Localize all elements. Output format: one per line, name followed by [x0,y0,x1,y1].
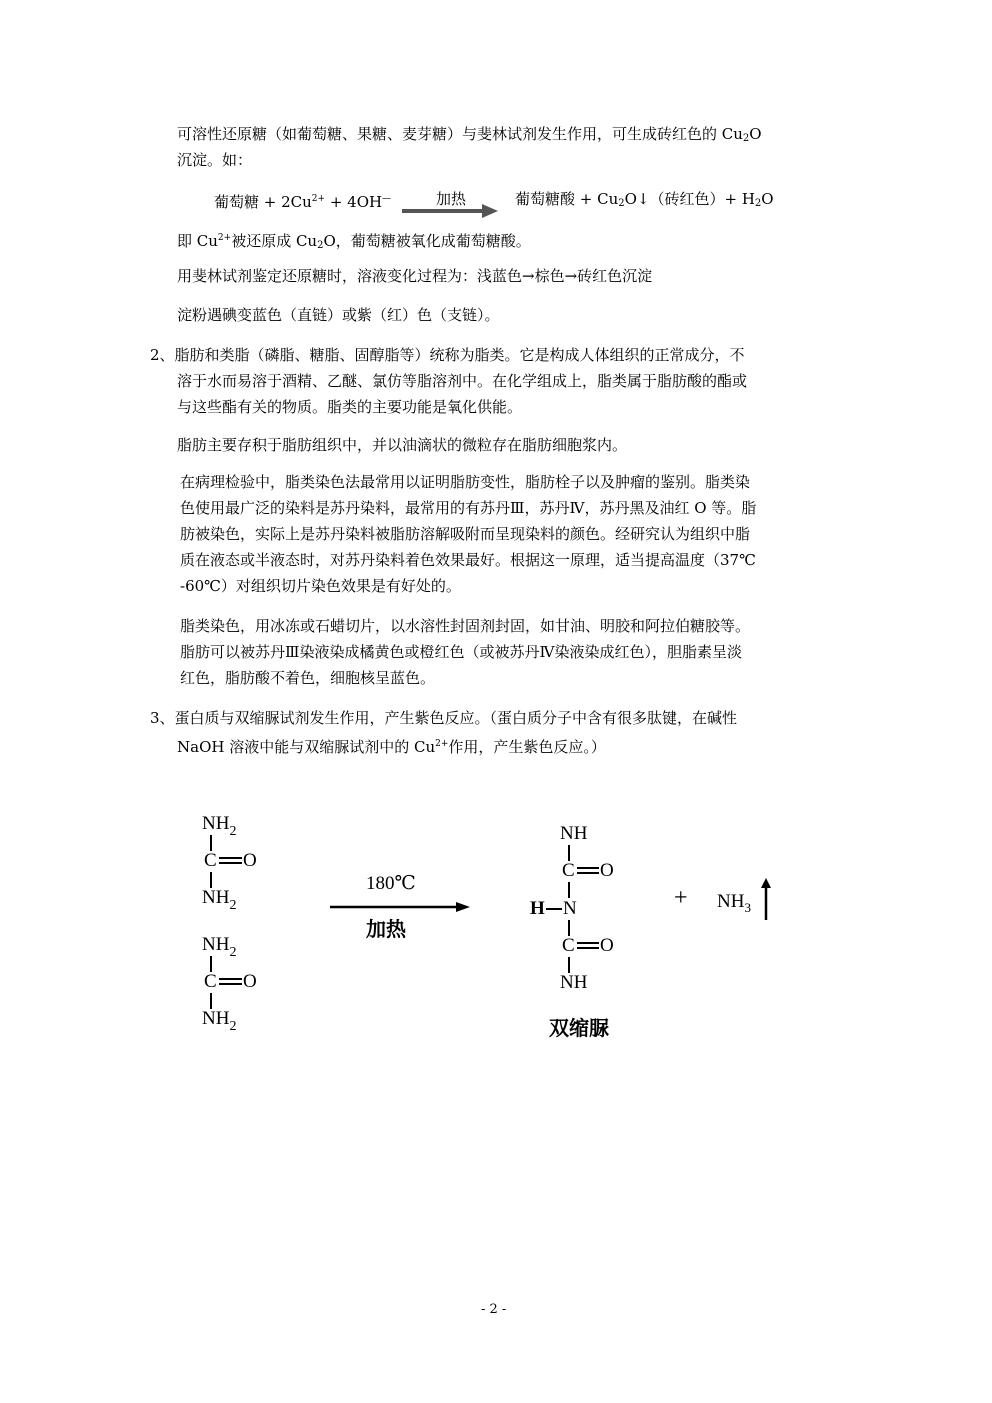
para-cu-reduction [177,225,531,259]
text: NH [717,891,745,912]
biuret-label: 双缩脲 [549,1016,609,1040]
bond-line [219,857,242,859]
subscript: 2 [229,945,237,960]
urea1-nh2-top [202,813,236,843]
para-starch-iodine: 淀粉遇碘变蓝色（直链）或紫（红）色（支链）。 [177,306,500,324]
para-fat-storage: 脂肪主要存积于脂肪组织中，并以油滴状的微粒存在脂肪细胞浆内。 [177,436,628,454]
superscript: 2+ [217,233,232,243]
bond-line [577,942,599,944]
text: 被还原成 Cu [231,232,318,250]
reaction-heat-label: 加热 [366,917,406,941]
para-reducing-sugar-line2: 沉淀。如： [177,151,253,169]
reaction-arrow-icon [402,203,498,219]
para-stain-line1: 在病理检验中，脂类染色法最常用以证明脂肪变性，脂肪栓子以及肿瘤的鉴别。脂类染 [180,473,751,491]
para-section-line3: 红色，脂肪酸不着色，细胞核呈蓝色。 [180,669,436,687]
urea1-carbon: C [204,850,217,871]
biuret-nh-bottom: NH [560,972,588,993]
subscript: 2 [742,133,750,144]
reaction-temperature: 180℃ [366,873,416,894]
bond-line [210,835,212,851]
subscript: 3 [744,900,751,915]
urea2-nh2-bottom [202,1008,236,1038]
bond-line [546,908,562,910]
equation-condition: 加热 [436,190,467,208]
biuret-nitrogen: N [563,898,577,919]
gas-up-arrow-icon [760,878,772,920]
para-stain-line4: 质在液态或半液态时，对苏丹染料着色效果最好。根据这一原理，适当提高温度（37℃ [180,551,756,569]
equation-right [515,186,774,217]
para-lipids-line2: 溶于水而易溶于酒精、乙醚、氯仿等脂溶剂中。在化学组成上，脂类属于脂肪酸的酯或 [177,372,748,390]
superscript: 2+ [311,194,326,204]
para-biuret-line1: 3、蛋白质与双缩脲试剂发生作用，产生紫色反应。（蛋白质分子中含有很多肽键，在碱性 [150,709,738,727]
subscript: 2 [229,824,237,839]
urea2-nh2-top [202,934,236,964]
para-fehling-color-change: 用斐林试剂鉴定还原糖时，溶液变化过程为：浅蓝色→棕色→砖红色沉淀 [177,267,653,285]
biuret-oxygen-top: O [600,860,614,881]
plus-sign: + [674,885,688,911]
superscript: — [382,194,392,204]
text: NH [202,887,230,908]
subscript: 2 [229,898,237,913]
urea1-nh2-bottom [202,887,236,917]
bond-line [219,862,242,864]
biuret-nh-top: NH [560,823,588,844]
para-stain-line5: -60℃）对组织切片染色效果是有好处的。 [180,577,461,595]
biuret-hydrogen: H [530,898,545,919]
bond-line [210,993,212,1009]
urea2-carbon: C [204,971,217,992]
text: 即 Cu [177,232,218,250]
bond-line [568,845,570,861]
text: O [761,190,774,208]
para-section-line1: 脂类染色，用冰冻或石蜡切片，以水溶性封固剂封固，如甘油、明胶和阿拉伯糖胶等。 [180,617,751,635]
biuret-carbon-bottom: C [562,935,575,956]
bond-line [577,867,599,869]
equation-left [214,186,391,215]
para-section-line2: 脂肪可以被苏丹Ⅲ染液染成橘黄色或橙红色（或被苏丹Ⅳ染液染成红色），胆脂素呈淡 [180,643,742,661]
bond-line [577,872,599,874]
para-reducing-sugar-line1 [177,121,762,152]
text: + 4OH [325,193,383,211]
text: O，葡萄糖被氧化成葡萄糖酸。 [323,232,531,250]
bond-line [210,872,212,888]
biuret-carbon-top: C [562,860,575,881]
text: NaOH 溶液中能与双缩脲试剂中的 Cu [177,738,436,756]
text: 可溶性还原糖（如葡萄糖、果糖、麦芽糖）与斐林试剂发生作用，可生成砖红色的 Cu [177,125,743,143]
bond-line [568,920,570,936]
text: O [749,125,762,143]
superscript: 2+ [435,739,449,749]
subscript: 2 [618,198,625,209]
reaction-arrow-icon [330,900,470,914]
bond-line [219,983,242,985]
urea1-oxygen: O [243,850,257,871]
para-stain-line3: 肪被染色，实际上是苏丹染料被脂肪溶解吸附而呈现染料的颜色。经研究认为组织中脂 [180,525,751,543]
bond-line [568,882,570,898]
page-number: - 2 - [481,1302,507,1317]
biuret-oxygen-bottom: O [600,935,614,956]
bond-line [210,956,212,972]
para-biuret-line2 [177,731,606,760]
para-lipids-line3: 与这些酯有关的物质。脂类的主要功能是氧化供能。 [177,398,523,416]
subscript: 2 [754,198,762,209]
text: NH [202,813,230,834]
para-lipids-line1: 2、脂肪和类脂（磷脂、糖脂、固醇脂等）统称为脂类。它是构成人体组织的正常成分，不 [150,346,745,364]
text: 作用，产生紫色反应。） [448,738,606,756]
bond-line [568,957,570,973]
text: 葡萄糖酸 + Cu [515,190,619,208]
text: O↓（砖红色）+ H [624,190,755,208]
bond-line [577,947,599,949]
subscript: 2 [317,240,324,251]
ammonia [717,891,751,919]
para-stain-line2: 色使用最广泛的染料是苏丹染料，最常用的有苏丹Ⅲ，苏丹Ⅳ，苏丹黑及油红 O 等。脂 [180,499,757,517]
text: NH [202,934,230,955]
urea2-oxygen: O [243,971,257,992]
text: NH [202,1008,230,1029]
bond-line [219,978,242,980]
text: 葡萄糖 + 2Cu [214,193,312,211]
subscript: 2 [229,1019,237,1034]
